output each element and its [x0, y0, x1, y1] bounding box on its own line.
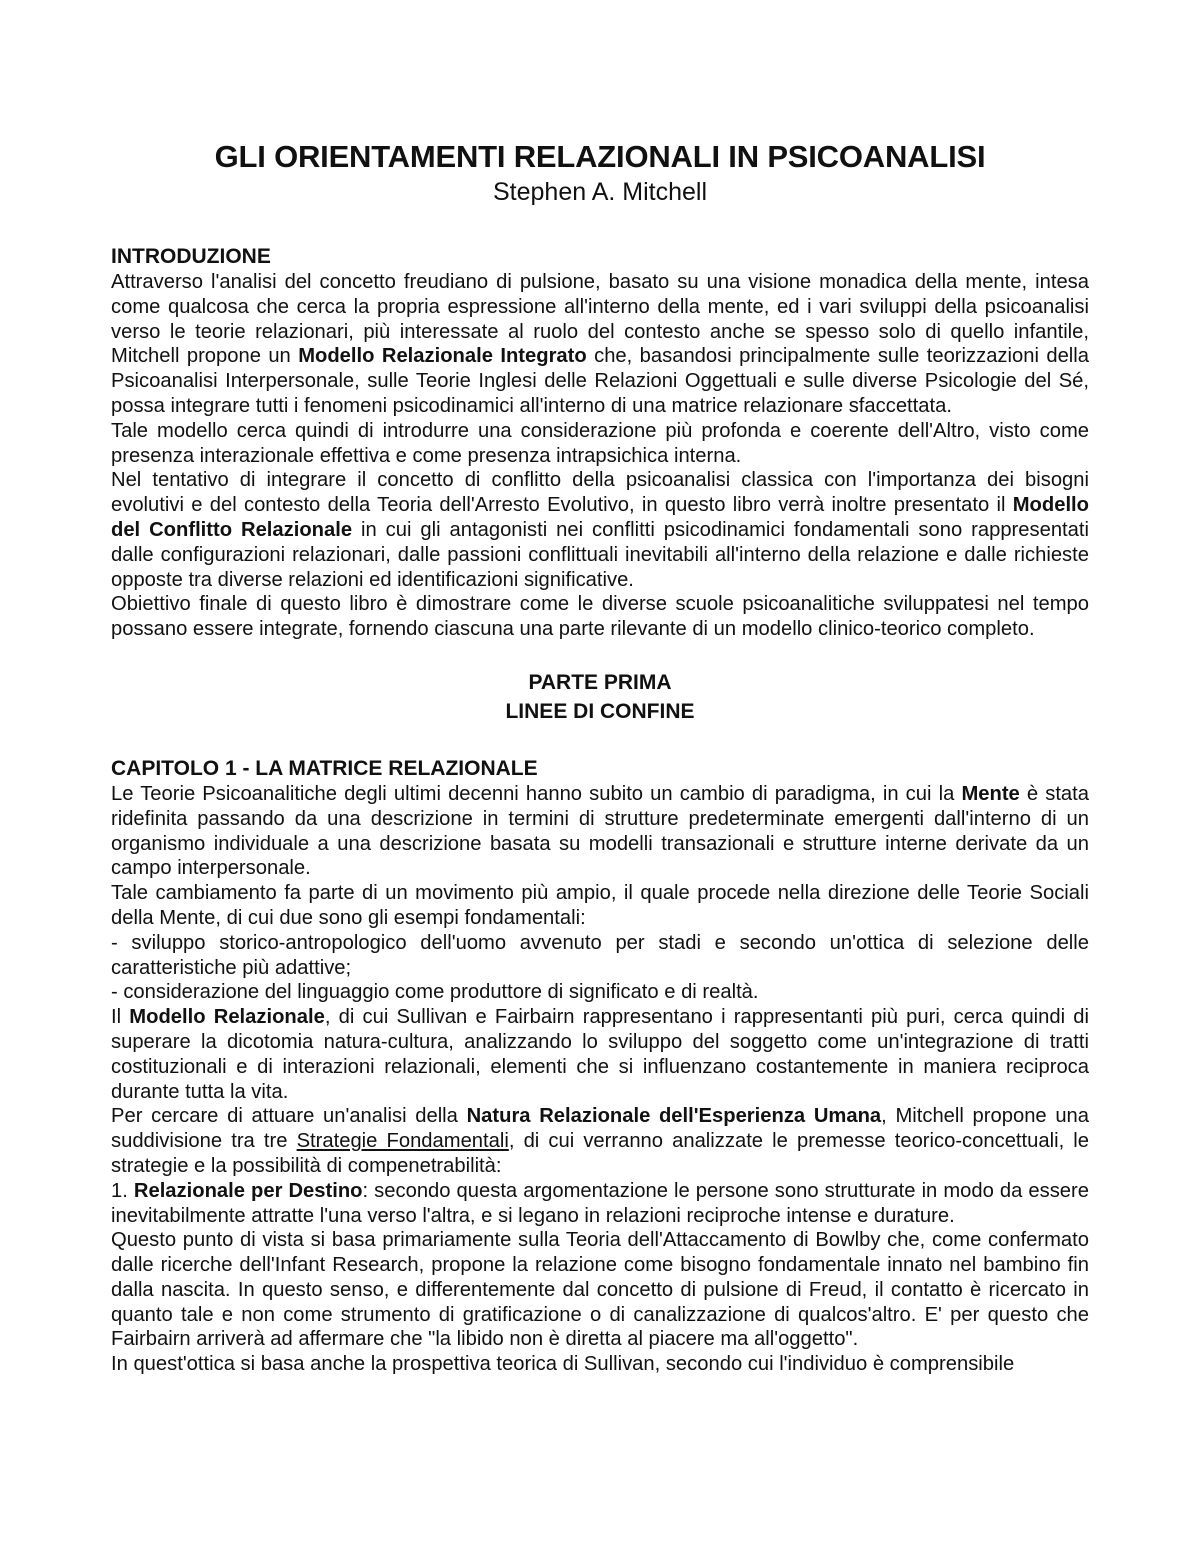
intro-paragraph-3: Nel tentativo di integrare il concetto di conflitto della psicoanalisi classica con l'importanza dei bisogni evolutivi e del contesto della Teoria dell'Arresto Evolutivo, in questo libro verrà inoltre presentato il Modello del Conflitto Relazionale in cui gli antagonisti nei conflitti psicodinamici fondamentali sono rappresentati dalle configurazioni relazionari, dalle passioni conflittuali inevitabili all'interno della relazione e dalle richieste opposte tra diverse relazioni ed identificazioni significative. [111, 469, 1089, 591]
chapter-heading: CAPITOLO 1 - LA MATRICE RELAZIONALE [111, 756, 538, 780]
chapter-paragraph-4: - considerazione del linguaggio come produttore di significato e di realtà. [111, 981, 759, 1004]
chapter-paragraph-3: - sviluppo storico-antropologico dell'uomo avvenuto per stadi e secondo un'ottica di selezione delle caratteristiche più adattive; [111, 931, 1089, 979]
chapter-paragraph-1: Le Teorie Psicoanalitiche degli ultimi decenni hanno subito un cambio di paradigma, in cui la Mente è stata ridefinita passando da una descrizione in termini di strutture predeterminate emergenti dall'interno di un organismo individuale a una descrizione basata su modelli transazionali e strutture interne derivate da un campo interpersonale. [111, 782, 1089, 880]
chapter-paragraph-8: Questo punto di vista si basa primariamente sulla Teoria dell'Attaccamento di Bowlby che, come confermato dalle ricerche dell'Infant Research, propone la relazione come bisogno fondamentale innato nel bambino fin dalla nascita. In questo senso, e differentemente dal concetto di pulsione di Freud, il contatto è ricercato in quanto tale e non come strumento di gratificazione o di canalizzazione di qualcos'altro. E' per questo che Fairbairn arriverà ad affermare che "la libido non è diretta al piacere ma all'oggetto". [111, 1229, 1089, 1351]
part-heading [111, 668, 1089, 726]
document-title: GLI ORIENTAMENTI RELAZIONALI IN PSICOANALISI [214, 139, 986, 174]
chapter-paragraph-6: Per cercare di attuare un'analisi della Natura Relazionale dell'Esperienza Umana, Mitchell propone una suddivisione tra tre Strategie Fondamentali, di cui verranno analizzate le premesse teorico-concettuali, le strategie e la possibilità di compenetrabilità: [111, 1105, 1090, 1177]
chapter-paragraph-2: Tale cambiamento fa parte di un movimento più ampio, il quale procede nella direzione delle Teorie Sociali della Mente, di cui due sono gli esempi fondamentali: [111, 882, 1089, 929]
document-author: Stephen A. Mitchell [492, 178, 707, 206]
intro-paragraph-2: Tale modello cerca quindi di introdurre una considerazione più profonda e coerente dell'Altro, visto come presenza interazionale effettiva e come presenza intrapsichica interna. [111, 419, 1089, 467]
intro-paragraph-4: Obiettivo finale di questo libro è dimostrare come le diverse scuole psicoanalitiche sviluppatesi nel tempo possano essere integrate, fornendo ciascuna una parte rilevante di un modello clinico-teorico completo. [111, 593, 1089, 641]
document-page [111, 138, 1089, 1377]
chapter-paragraph-5: Il Modello Relazionale, di cui Sullivan e Fairbairn rappresentano i rappresentanti più puri, cerca quindi di superare la dicotomia natura-cultura, analizzando lo sviluppo del soggetto come un'integrazione di tratti costituzionali e di interazioni relazionali, elementi che si influenzano costantemente in maniera reciproca durante tutta la vita. [111, 1006, 1090, 1103]
intro-paragraph-1: Attraverso l'analisi del concetto freudiano di pulsione, basato su una visione monadica della mente, intesa come qualcosa che cerca la propria espressione all'interno della mente, ed i vari sviluppi della psicoanalisi verso le teorie relazionari, più interessate al ruolo del contesto anche se spesso solo di quello infantile, Mitchell propone un Modello Relazionale Integrato che, basandosi principalmente sulle teorizzazioni della Psicoanalisi Interpersonale, sulle Teorie Inglesi delle Relazioni Oggettuali e sulle diverse Psicologie del Sé, possa integrare tutti i fenomeni psicodinamici all'interno di una matrice relazionare sfaccettata. [111, 271, 1090, 417]
chapter-paragraph-7: 1. Relazionale per Destino: secondo questa argomentazione le persone sono strutturate in modo da essere inevitabilmente attratte l'una verso l'altra, e si legano in relazioni reciproche intense e durature. [111, 1179, 1089, 1227]
intro-heading: INTRODUZIONE [111, 245, 271, 268]
part-label: PARTE PRIMA [528, 670, 672, 694]
part-title: LINEE DI CONFINE [505, 699, 695, 723]
chapter-paragraph-9: In quest'ottica si basa anche la prospettiva teorica di Sullivan, secondo cui l'individuo è comprensibile [111, 1353, 1015, 1376]
